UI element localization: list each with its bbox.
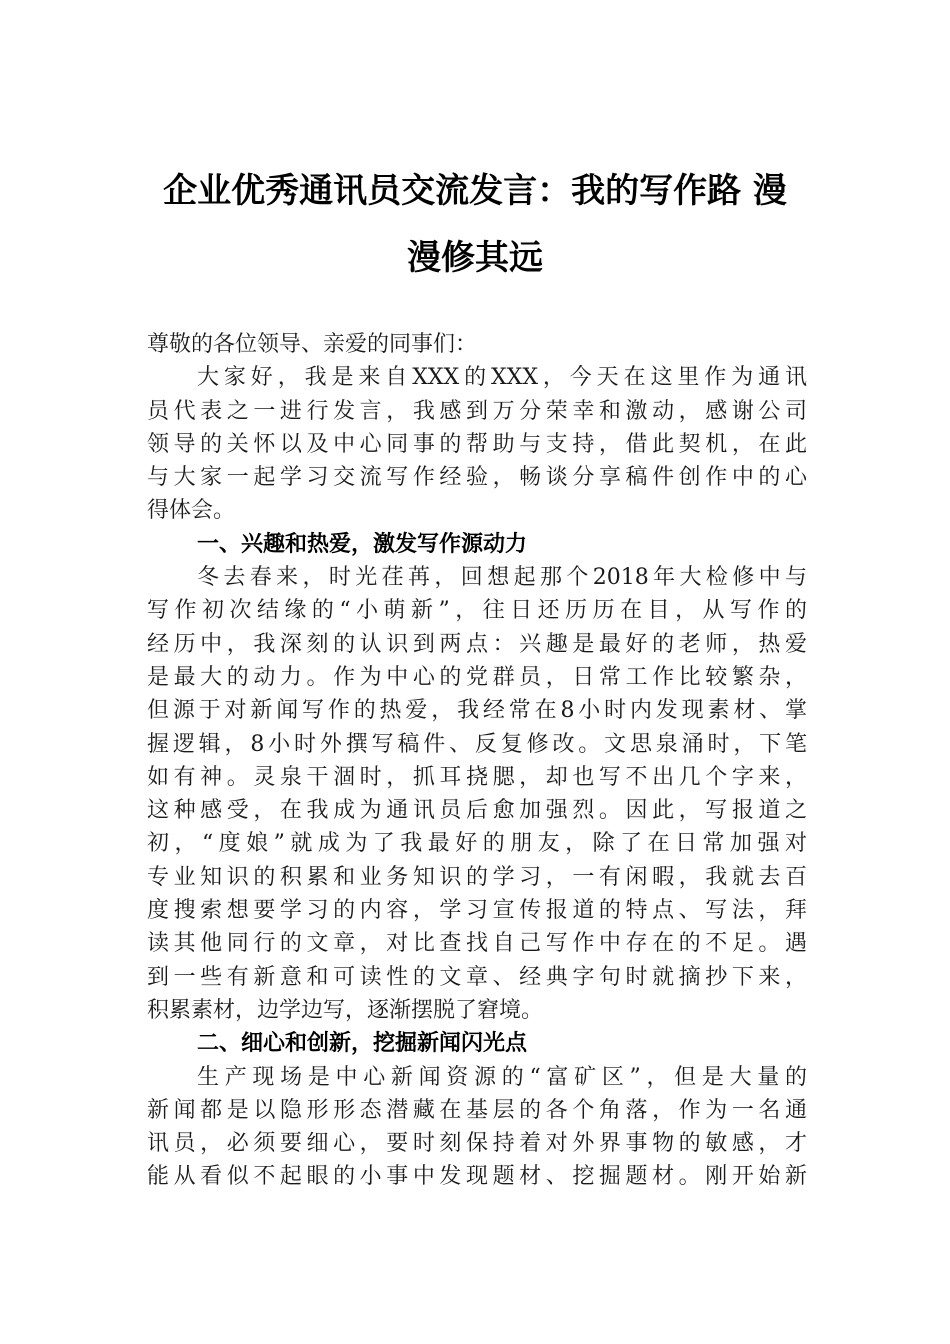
section-1-line: 是最大的动力。作为中心的党群员，日常工作比较繁杂， — [147, 664, 807, 690]
intro-line: 领导的关怀以及中心同事的帮助与支持，借此契机，在此 — [147, 431, 807, 457]
section-heading-2: 二、细心和创新，挖掘新闻闪光点 — [197, 1031, 528, 1057]
document-title-line-1: 企业优秀通讯员交流发言：我的写作路 漫 — [163, 171, 787, 211]
intro-line: 得体会。 — [147, 498, 236, 524]
section-1-line: 冬去春来，时光荏苒，回想起那个2018年大检修中与 — [197, 565, 807, 591]
document-title-line-2: 漫修其远 — [407, 238, 543, 278]
section-1-line: 经历中，我深刻的认识到两点：兴趣是最好的老师，热爱 — [147, 631, 807, 657]
section-2-line: 能从看似不起眼的小事中发现题材、挖掘题材。刚开始新 — [147, 1164, 807, 1190]
intro-line: 与大家一起学习交流写作经验，畅谈分享稿件创作中的心 — [147, 465, 807, 491]
section-1-line: 积累素材，边学边写，逐渐摆脱了窘境。 — [147, 997, 544, 1023]
section-1-line: 如有神。灵泉干涸时，抓耳挠腮，却也写不出几个字来， — [147, 764, 807, 790]
section-1-line: 读其他同行的文章，对比查找自己写作中存在的不足。遇 — [147, 931, 807, 957]
intro-line: 员代表之一进行发言，我感到万分荣幸和激动，感谢公司 — [147, 398, 807, 424]
section-2-line: 生产现场是中心新闻资源的“富矿区”，但是大量的 — [197, 1064, 807, 1090]
salutation: 尊敬的各位领导、亲爱的同事们： — [147, 332, 478, 357]
section-1-line: 到一些有新意和可读性的文章、经典字句时就摘抄下来， — [147, 964, 807, 990]
section-1-line: 握逻辑，8小时外撰写稿件、反复修改。文思泉涌时，下笔 — [147, 731, 807, 757]
section-heading-1: 一、兴趣和热爱，激发写作源动力 — [197, 531, 528, 557]
intro-line: 大家好，我是来自XXX的XXX，今天在这里作为通讯 — [197, 365, 807, 391]
section-1-line: 初，“度娘”就成为了我最好的朋友，除了在日常加强对 — [147, 831, 807, 857]
section-1-line: 这种感受，在我成为通讯员后愈加强烈。因此，写报道之 — [147, 798, 807, 824]
section-1-line: 度搜索想要学习的内容，学习宣传报道的特点、写法，拜 — [147, 898, 807, 924]
section-1-line: 写作初次结缘的“小萌新”，往日还历历在目，从写作的 — [147, 598, 807, 624]
document-body — [147, 328, 807, 1194]
section-1-line: 但源于对新闻写作的热爱，我经常在8小时内发现素材、掌 — [147, 698, 807, 724]
section-1-line: 专业知识的积累和业务知识的学习，一有闲暇，我就去百 — [147, 864, 807, 890]
section-2-line: 新闻都是以隐形形态潜藏在基层的各个角落，作为一名通 — [147, 1097, 807, 1123]
section-2-line: 讯员，必须要细心，要时刻保持着对外界事物的敏感，才 — [147, 1131, 807, 1157]
